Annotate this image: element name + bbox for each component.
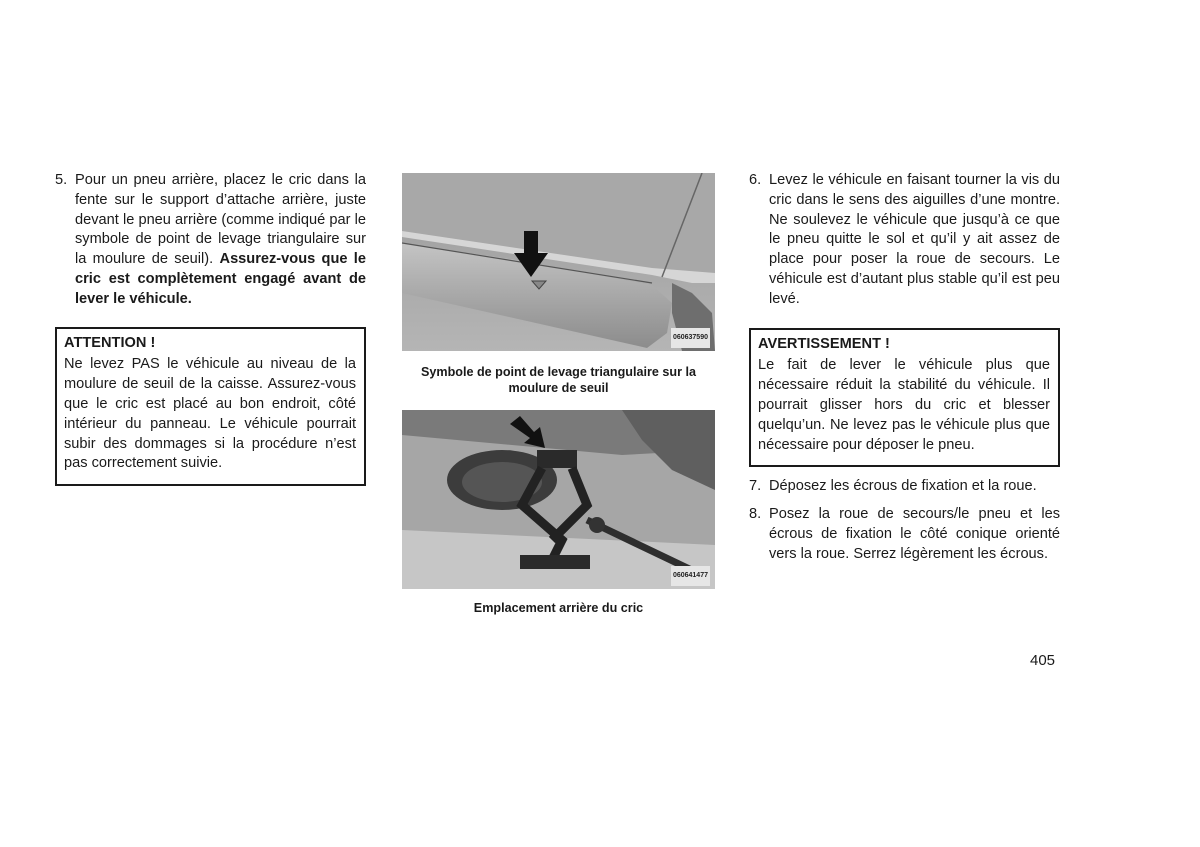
step-number: 5. xyxy=(55,172,68,188)
left-column xyxy=(55,171,366,486)
rear-jack-illustration xyxy=(402,410,715,589)
right-column xyxy=(749,171,1060,573)
attention-box xyxy=(55,327,366,487)
attention-body: Ne levez PAS le véhicule au niveau de la moulure de seuil de la caisse. Assurez-vous que le cric est placé au bon endroit, côté intérieur du panneau. Le véhicule pourrait subir des dommages si la procédure n’est pas correctement suivie. xyxy=(64,356,356,472)
sill-molding-illustration xyxy=(402,173,715,351)
step-5 xyxy=(55,171,366,310)
figure-code: 060637590 xyxy=(671,328,710,348)
step-text: Posez la roue de secours/le pneu et les écrous de fixation le côté conique orienté vers la roue. Serrez légèrement les écrous. xyxy=(769,506,1060,562)
step-text: Déposez les écrous de fixation et la roue. xyxy=(769,478,1037,495)
page-number: 405 xyxy=(1030,652,1056,669)
rear-jack-figure xyxy=(402,410,715,589)
step-text: Levez le véhicule en faisant tourner la vis du cric dans le sens des aiguilles d’une montre. Ne soulevez le véhicule que jusqu’à ce que le pneu quitte le sol et qu’il y ait assez de place pour poser la roue de secours. Le véhicule est d’autant plus stable qu’il est peu levé. xyxy=(769,172,1060,307)
figure-2-caption: Emplacement arrière du cric xyxy=(473,601,644,615)
step-number: 8. xyxy=(749,506,762,523)
step-text xyxy=(75,171,366,310)
step-number: 7. xyxy=(749,478,762,495)
step-7 xyxy=(749,477,1060,497)
sill-molding-figure xyxy=(402,173,715,351)
attention-title: ATTENTION ! xyxy=(64,334,156,351)
warning-body: Le fait de lever le véhicule plus que nécessaire réduit la stabilité du véhicule. Il pourrait glisser hors du cric et blesser quelqu’un. Ne levez pas le véhicule plus que nécessaire pour déposer le pneu. xyxy=(758,357,1050,453)
step-5-emphasis: Assurez-vous que le cric est complètement engagé avant de lever le véhicule. xyxy=(75,251,366,307)
figure-code: 060641477 xyxy=(671,566,710,586)
step-6 xyxy=(749,171,1060,310)
figure-1-caption: Symbole de point de levage triangulaire sur la moulure de seuil xyxy=(420,365,697,395)
step-number: 6. xyxy=(749,172,762,188)
step-8 xyxy=(749,505,1060,564)
middle-column xyxy=(402,173,715,617)
step-5-text: Pour un pneu arrière, placez le cric dans la fente sur le support d’attache arrière, juste devant le pneu arrière (comme indiqué par le symbole de point de levage triangulaire sur la moulure de seuil). xyxy=(75,172,366,268)
warning-box xyxy=(749,328,1060,468)
warning-title: AVERTISSEMENT ! xyxy=(758,335,890,352)
